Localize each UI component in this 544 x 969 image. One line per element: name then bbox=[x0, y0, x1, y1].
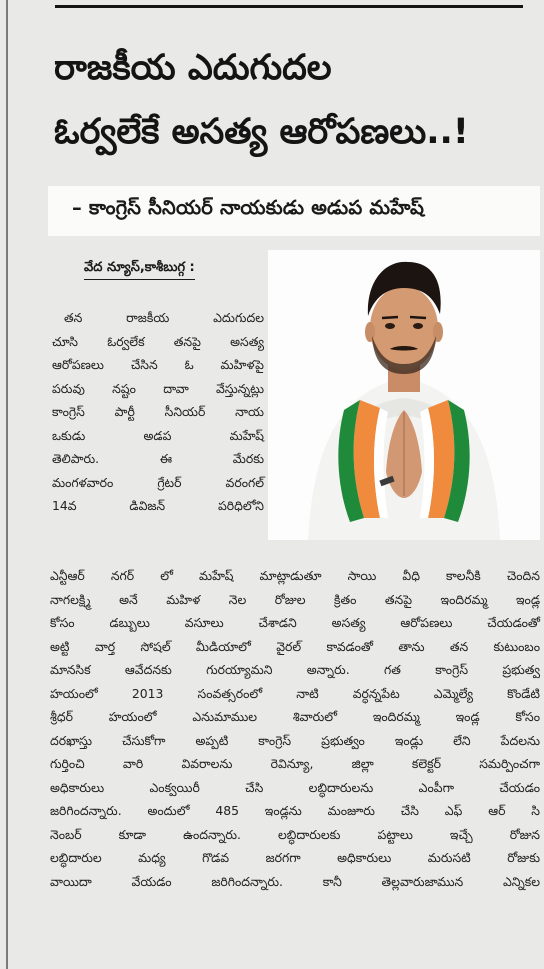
body-line: పరువు నష్టం దావా వేస్తున్నట్లు bbox=[52, 380, 264, 396]
body-line: నెంబర్ కూడా ఉందన్నారు. లబ్ధిదారులకు పట్టాలు ఇచ్చే రోజున bbox=[50, 826, 540, 842]
body-line: కోసం డబ్బులు వసూలు చేశాడని అసత్య ఆరోపణలు చేయడంతో bbox=[50, 615, 540, 630]
dateline: వేద న్యూస్,కాశీబుగ్గ : bbox=[84, 260, 195, 280]
body-line: 14వ డివిజన్ పరిధిలోని bbox=[52, 498, 264, 513]
headline-line-2: ఓర్వలేకే అసత్య ఆరోపణలు..! bbox=[54, 112, 469, 152]
portrait-photo bbox=[268, 250, 540, 540]
body-line: గుర్తించి వారి వివరాలను రెవిన్యూ, జిల్లా కలెక్టర్ సమర్పించగా bbox=[50, 756, 540, 771]
headline bbox=[54, 40, 544, 160]
headline-line-1: రాజకీయ ఎదుగుదల bbox=[54, 48, 332, 88]
header-rule bbox=[55, 5, 523, 8]
body-line: దరఖాస్తు చేసుకోగా అప్పటి కాంగ్రెస్ ప్రభుత్వం ఇండ్లు లేని పేదలను bbox=[50, 732, 540, 748]
body-line: ఎన్టీఆర్ నగర్ లో మహేష్ మాట్లాడుతూ సాయి వీధి కాలనీకి చెందిన bbox=[50, 568, 540, 583]
body-line: అధికారులు ఎంక్వయిరీ చేసి లబ్ధిదారులను ఎంపీగా చేయడం bbox=[50, 779, 540, 795]
body-line: వాయిదా వేయడం జరిగిందన్నారు. కానీ తెల్లవారుజామున ఎన్నికల bbox=[50, 873, 540, 889]
body-line: తెలిపారు. ఈ మేరకు bbox=[52, 451, 264, 466]
subheadline-box bbox=[48, 186, 540, 236]
body-line: ఆరోపణలు చేసిన ఓ మహిళపై bbox=[52, 357, 264, 372]
body-line: అట్టి వార్త సోషల్ మీడియాలో వైరల్ కావడంతో తాను తన కుటుంబం bbox=[50, 638, 540, 654]
body-line: జరిగిందన్నారు. అందులో 485 ఇండ్లను మంజూరు చేసి ఎఫ్ ఆర్ సి bbox=[50, 803, 540, 818]
body-line: హయంలో 2013 సంవత్సరంలో నాటి వర్ధన్నపేట ఎమ్మెల్యే కొండేటి bbox=[50, 685, 540, 701]
body-line: శ్రీధర్ హయంలో ఎనుమాముల శివారులో ఇందిరమ్మ ఇండ్ల కోసం bbox=[50, 709, 540, 724]
body-line: నాగలక్ష్మి అనే మహిళ నెల రోజుల క్రితం తనపై ఇందిరమ్మ ఇండ్ల bbox=[50, 591, 540, 607]
column-rule bbox=[6, 0, 8, 969]
subheadline: – కాంగ్రెస్ సీనియర్ నాయకుడు అడుప మహేష్ bbox=[72, 196, 425, 219]
body-line: కాంగ్రెస్ పార్టీ సీనియర్ నాయ bbox=[52, 404, 264, 419]
body-line: మానసిక ఆవేదనకు గురయ్యామని అన్నారు. గత కాంగ్రెస్ ప్రభుత్వ bbox=[50, 662, 540, 677]
article-body bbox=[50, 564, 540, 893]
article-body-intro bbox=[52, 306, 264, 518]
body-line: ఒకుడు అడప మహేష్ bbox=[52, 427, 264, 443]
body-line: లబ్ధిదారుల మధ్య గొడవ జరగగా అధికారులు మరుసటి రోజుకు bbox=[50, 850, 540, 865]
body-line: తన రాజకీయ ఎదుగుదల bbox=[64, 310, 264, 325]
man-namaste-image bbox=[268, 250, 540, 540]
body-line: చూసి ఓర్వలేక తనపై అసత్య bbox=[52, 333, 264, 349]
body-line: మంగళవారం గ్రేటర్ వరంగల్ bbox=[52, 474, 264, 490]
